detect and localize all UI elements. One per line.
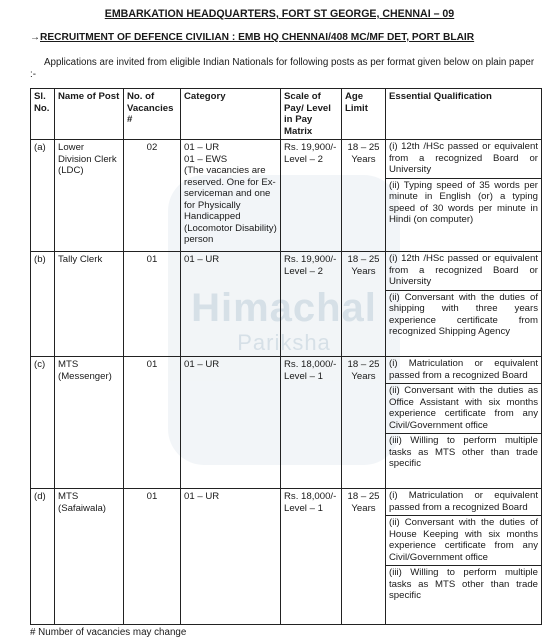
cell-age: 18 – 25 Years	[342, 489, 386, 625]
cell-post: MTS (Safaiwala)	[55, 489, 124, 625]
cell-vacancies: 01	[124, 357, 181, 489]
table-body	[31, 140, 542, 625]
header-vacancies: No. of Vacancies #	[124, 89, 181, 140]
table-row	[31, 140, 542, 252]
qualification-item: (iii) Willing to perform multiple tasks as MTS other than trade specific	[389, 567, 538, 601]
table-row	[31, 489, 542, 625]
header-post: Name of Post	[55, 89, 124, 140]
vacancy-table	[30, 88, 542, 625]
footnote: # Number of vacancies may change	[30, 627, 187, 638]
cell-pay: Rs. 19,900/- Level – 2	[281, 252, 342, 357]
cell-age: 18 – 25 Years	[342, 357, 386, 489]
qualification-item: (i) Matriculation or equivalent passed from a recognized Board	[386, 489, 541, 516]
cell-qualification	[386, 140, 542, 252]
document-title: EMBARKATION HEADQUARTERS, FORT ST GEORGE, CHENNAI – 09	[104, 8, 455, 20]
header-age: Age Limit	[342, 89, 386, 140]
header-pay: Scale of Pay/ Level in Pay Matrix	[281, 89, 342, 140]
cell-vacancies: 01	[124, 252, 181, 357]
qualification-item: (ii) Conversant with the duties as Office Assistant with six months experience certificate from any Civil/Government office	[386, 384, 541, 434]
header-category: Category	[181, 89, 281, 140]
cell-vacancies: 02	[124, 140, 181, 252]
cell-age: 18 – 25 Years	[342, 140, 386, 252]
qualification-item: (iii) Willing to perform multiple tasks as MTS other than trade specific	[389, 435, 538, 469]
watermark-title: Himachal	[191, 285, 377, 330]
cell-vacancies: 01	[124, 489, 181, 625]
cell-pay: Rs. 18,000/- Level – 1	[281, 489, 342, 625]
cell-age: 18 – 25 Years	[342, 252, 386, 357]
cell-pay: Rs. 18,000/- Level – 1	[281, 357, 342, 489]
qualification-item: (ii) Conversant with the duties of shipping with three years experience certificate from recognized Shipping Agency	[389, 291, 538, 337]
cell-sl-no: (d)	[31, 489, 55, 625]
cell-post: Tally Clerk	[55, 252, 124, 357]
cell-category: 01 – UR 01 – EWS (The vacancies are reserved. One for Ex-serviceman and one for Physically Handicapped (Locomotor Disability) person	[181, 140, 281, 252]
intro-paragraph: Applications are invited from eligible Indian Nationals for following posts as per format given below on plain paper :-	[30, 57, 535, 80]
arrow-mark: →	[30, 32, 40, 43]
qualification-item: (i) 12th /HSc passed or equivalent from a recognized Board or University	[386, 252, 541, 291]
cell-sl-no: (c)	[31, 357, 55, 489]
document-subtitle: RECRUITMENT OF DEFENCE CIVILIAN : EMB HQ CHENNAI/408 MC/MF DET, PORT BLAIR	[40, 32, 475, 43]
cell-qualification	[386, 357, 542, 489]
qualification-item: (ii) Conversant with the duties of House Keeping with six months experience certificate from any Civil/Government office	[386, 516, 541, 566]
cell-sl-no: (a)	[31, 140, 55, 252]
cell-category: 01 – UR	[181, 357, 281, 489]
qualification-item: (ii) Typing speed of 35 words per minute in English (or) a typing speed of 30 words per minute in Hindi (on computer)	[389, 179, 538, 225]
table-header-row	[31, 89, 542, 140]
cell-sl-no: (b)	[31, 252, 55, 357]
cell-qualification	[386, 489, 542, 625]
qualification-item: (i) Matriculation or equivalent passed from a recognized Board	[386, 357, 541, 384]
qualification-item: (i) 12th /HSc passed or equivalent from a recognized Board or University	[386, 140, 541, 179]
table-row	[31, 252, 542, 357]
cell-post: Lower Division Clerk (LDC)	[55, 140, 124, 252]
table-row	[31, 357, 542, 489]
cell-category: 01 – UR	[181, 489, 281, 625]
cell-pay: Rs. 19,900/- Level – 2	[281, 140, 342, 252]
header-qualification: Essential Qualification	[386, 89, 542, 140]
cell-post: MTS (Messenger)	[55, 357, 124, 489]
cell-qualification	[386, 252, 542, 357]
header-sl-no: Sl. No.	[31, 89, 55, 140]
cell-category: 01 – UR	[181, 252, 281, 357]
watermark-subtitle: Pariksha	[237, 329, 331, 355]
